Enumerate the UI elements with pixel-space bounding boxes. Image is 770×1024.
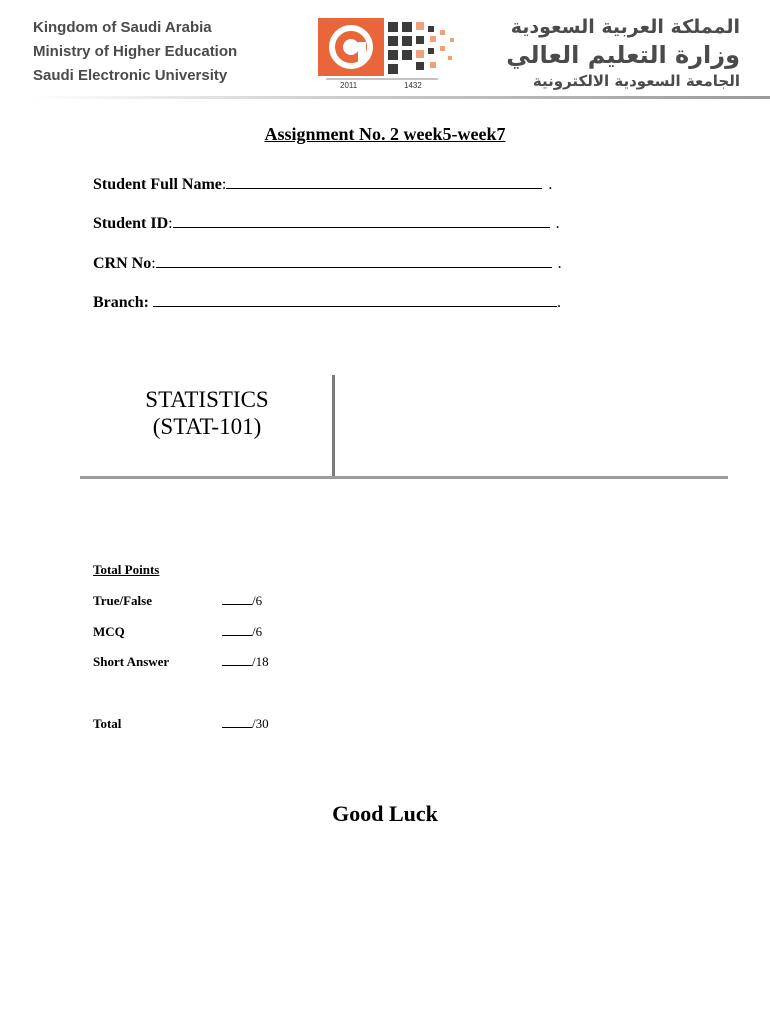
points-label-total: Total	[93, 716, 122, 731]
course-code: (STAT-101)	[152, 414, 262, 439]
score-max: /18	[252, 654, 269, 669]
header-line-country: Kingdom of Saudi Arabia	[33, 19, 212, 36]
student-id-blank-line[interactable]	[173, 211, 550, 228]
field-crn-no	[93, 251, 562, 273]
field-student-id	[93, 211, 560, 233]
points-score-true-false	[222, 593, 262, 609]
score-max: /30	[252, 716, 269, 731]
header-english	[33, 16, 237, 88]
field-end: .	[557, 294, 561, 311]
header-line-university: Saudi Electronic University	[33, 67, 228, 84]
field-end: .	[555, 215, 560, 232]
course-block	[84, 386, 330, 440]
score-blank[interactable]	[222, 654, 252, 666]
header-divider	[30, 96, 770, 99]
branch-blank-line[interactable]	[153, 290, 557, 307]
field-separator: :	[168, 215, 173, 232]
university-logo	[318, 18, 460, 90]
header-arabic-university: الجامعة السعودية الالكترونية	[532, 72, 740, 90]
points-score-mcq	[222, 624, 262, 640]
logo-year-gregorian: 2011	[340, 81, 358, 90]
score-max: /6	[252, 624, 263, 639]
header-arabic-ministry: وزارة التعليم العالي	[506, 41, 740, 69]
score-blank[interactable]	[222, 624, 252, 636]
course-name: STATISTICS	[145, 387, 269, 412]
field-label: Student Full Name	[93, 176, 222, 193]
points-score-short-answer	[222, 654, 269, 670]
score-blank[interactable]	[222, 716, 252, 728]
field-end: .	[548, 176, 553, 193]
name-blank-line[interactable]	[226, 172, 542, 189]
header-line-ministry: Ministry of Higher Education	[33, 43, 238, 60]
course-vertical-divider	[332, 375, 335, 477]
points-label-short-answer: Short Answer	[93, 654, 170, 669]
good-luck-text: Good Luck	[332, 801, 438, 826]
points-label-true-false: True/False	[93, 593, 152, 608]
crn-blank-line[interactable]	[156, 251, 552, 268]
header-arabic	[506, 14, 740, 92]
field-student-full-name	[93, 172, 552, 194]
field-end: .	[557, 255, 562, 272]
points-score-total	[222, 716, 269, 732]
score-max: /6	[252, 593, 263, 608]
field-branch	[93, 290, 561, 312]
total-points-heading: Total Points	[93, 562, 160, 577]
assignment-title: Assignment No. 2 week5-week7	[264, 124, 506, 144]
points-label-mcq: MCQ	[93, 624, 125, 639]
field-separator: :	[151, 255, 156, 272]
field-label: Student ID	[93, 215, 169, 232]
course-horizontal-divider	[80, 476, 728, 479]
field-separator: :	[221, 176, 227, 193]
logo-year-hijri: 1432	[404, 81, 422, 90]
header-arabic-country: المملكة العربية السعودية	[510, 16, 740, 38]
score-blank[interactable]	[222, 593, 252, 605]
field-label: Branch:	[93, 294, 149, 311]
field-label: CRN No	[93, 255, 152, 272]
